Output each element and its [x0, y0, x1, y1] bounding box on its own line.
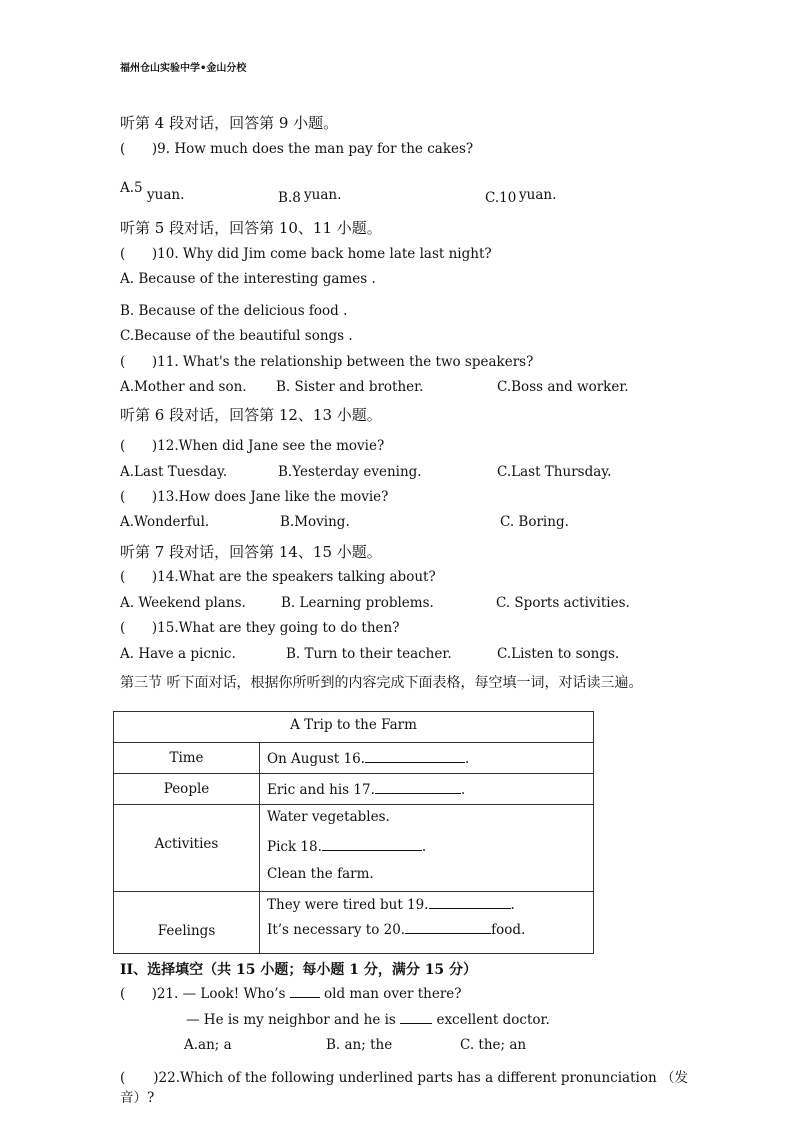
reply-text-tail: excellent doctor.	[436, 1012, 550, 1028]
answer-paren-open: (	[120, 438, 126, 454]
question-text: )21. — Look! Who’s	[151, 986, 286, 1002]
option-b: B. an; the	[326, 1037, 393, 1053]
question-text: 12.When did Jane see the movie?	[157, 438, 385, 454]
question-text: 10. Why did Jim come back home late last night?	[157, 246, 492, 262]
option-c: C. the; an	[460, 1037, 527, 1053]
question-13	[120, 489, 388, 505]
option-b: B.Moving.	[280, 514, 350, 530]
answer-paren-close: )	[151, 569, 158, 585]
answer-paren-close: )	[151, 141, 158, 157]
people-value: Eric and his 17. .	[267, 782, 466, 798]
section-title-4: 听第 4 段对话，回答第 9 小题。	[120, 114, 339, 132]
question-22-cont: 音）?	[120, 1090, 155, 1106]
activity-2: Pick 18. .	[267, 839, 427, 855]
people-text: Eric and his 17.	[267, 782, 375, 798]
answer-paren-open: (	[120, 489, 126, 505]
option-c: C.Boss and worker.	[497, 379, 629, 395]
feeling-2-tail: food.	[491, 922, 526, 938]
blank-21-2[interactable]	[400, 1011, 432, 1024]
blank-19[interactable]	[429, 896, 511, 909]
question-14	[120, 569, 436, 585]
feeling-1-text: They were tired but 19.	[267, 897, 429, 913]
activity-3: Clean the farm.	[267, 866, 374, 882]
feeling-2-text: It’s necessary to 20.	[267, 922, 406, 938]
answer-paren-open: (	[120, 620, 126, 636]
section-title-5: 听第 5 段对话，回答第 10、11 小题。	[120, 219, 382, 237]
section-title-7: 听第 7 段对话，回答第 14、15 小题。	[120, 543, 382, 561]
option-a: A. Weekend plans.	[120, 595, 246, 611]
table-row-activities	[114, 804, 593, 891]
option-a: A.an; a	[184, 1037, 232, 1053]
option-b: B. Sister and brother.	[276, 379, 424, 395]
question-text: 11. What's the relationship between the two speakers?	[157, 354, 534, 370]
answer-paren-open: (	[120, 1070, 126, 1086]
answer-paren-open: (	[120, 141, 126, 157]
option-b: B. Learning problems.	[281, 595, 434, 611]
answer-paren-open: (	[120, 246, 126, 262]
table-row-people	[114, 773, 593, 804]
blank-17[interactable]	[375, 781, 461, 794]
option-c: C.Because of the beautiful songs .	[120, 328, 353, 344]
option-c: C.Listen to songs.	[497, 646, 620, 662]
question-9	[120, 141, 473, 157]
option-a: A.Last Tuesday.	[120, 464, 228, 480]
activities-label: Activities	[154, 836, 219, 852]
answer-paren-close: )	[151, 246, 158, 262]
answer-paren-open: (	[120, 354, 126, 370]
question-text: 13.How does Jane like the movie?	[157, 489, 389, 505]
question-text-tail: old man over there?	[324, 986, 462, 1002]
option-a: A.Wonderful.	[120, 514, 210, 530]
table-divider	[259, 742, 260, 954]
option-c: C.Last Thursday.	[497, 464, 612, 480]
part-2-title: II、选择填空（共 15 小题；每小题 1 分，满分 15 分）	[120, 962, 478, 978]
question-10	[120, 246, 492, 262]
question-21	[120, 985, 462, 1002]
reply-text: — He is my neighbor and he is	[186, 1012, 396, 1028]
option-a-unit: yuan.	[147, 187, 185, 203]
farm-trip-table	[113, 711, 594, 954]
option-c: C.10	[485, 190, 517, 206]
question-text: 14.What are the speakers talking about?	[157, 569, 436, 585]
option-c-unit: yuan.	[519, 187, 557, 203]
option-a: A.5	[120, 180, 143, 196]
option-c: C. Sports activities.	[496, 595, 630, 611]
option-b: B. Turn to their teacher.	[286, 646, 452, 662]
option-a: A.Mother and son.	[120, 379, 247, 395]
option-b: B.8	[278, 190, 301, 206]
school-header: 福州仓山实验中学•金山分校	[120, 63, 247, 74]
question-22	[120, 1066, 688, 1086]
option-b: B. Because of the delicious food .	[120, 303, 348, 319]
feeling-1: They were tired but 19. .	[267, 897, 515, 913]
table-row-time	[114, 742, 593, 773]
question-text: 15.What are they going to do then?	[157, 620, 400, 636]
table-row-feelings	[114, 891, 593, 954]
question-text: 9. How much does the man pay for the cakes?	[157, 141, 474, 157]
activity-2-text: Pick 18.	[267, 839, 322, 855]
section-title-6: 听第 6 段对话，回答第 12、13 小题。	[120, 406, 382, 424]
option-a: A. Because of the interesting games .	[120, 271, 376, 287]
option-c: C. Boring.	[500, 514, 569, 530]
question-text: )22.Which of the following underlined parts has a different pronunciation （发	[153, 1070, 688, 1086]
question-11	[120, 354, 533, 370]
blank-16[interactable]	[365, 750, 465, 763]
feeling-2	[267, 921, 525, 938]
table-caption: A Trip to the Farm	[290, 717, 417, 733]
blank-21-1[interactable]	[290, 985, 320, 998]
answer-paren-close: )	[151, 354, 158, 370]
option-b: B.Yesterday evening.	[278, 464, 422, 480]
question-15	[120, 620, 399, 636]
answer-paren-open: (	[120, 569, 126, 585]
feelings-label: Feelings	[157, 923, 216, 939]
answer-paren-close: )	[151, 489, 158, 505]
time-value: On August 16. .	[267, 751, 470, 767]
people-label: People	[163, 781, 210, 797]
question-21-reply	[186, 1011, 550, 1028]
answer-paren-close: )	[151, 620, 158, 636]
blank-20[interactable]	[405, 921, 491, 934]
option-b-unit: yuan.	[304, 187, 342, 203]
answer-paren-open: (	[120, 986, 130, 1002]
question-12	[120, 438, 384, 454]
activity-1: Water vegetables.	[267, 809, 390, 825]
time-text: On August 16.	[267, 751, 365, 767]
option-a: A. Have a picnic.	[120, 646, 236, 662]
blank-18[interactable]	[322, 838, 422, 851]
answer-paren-close: )	[151, 438, 158, 454]
time-label: Time	[169, 750, 204, 766]
section-3-title: 第三节 听下面对话，根据你所听到的内容完成下面表格，每空填一词，对话读三遍。	[120, 675, 643, 691]
